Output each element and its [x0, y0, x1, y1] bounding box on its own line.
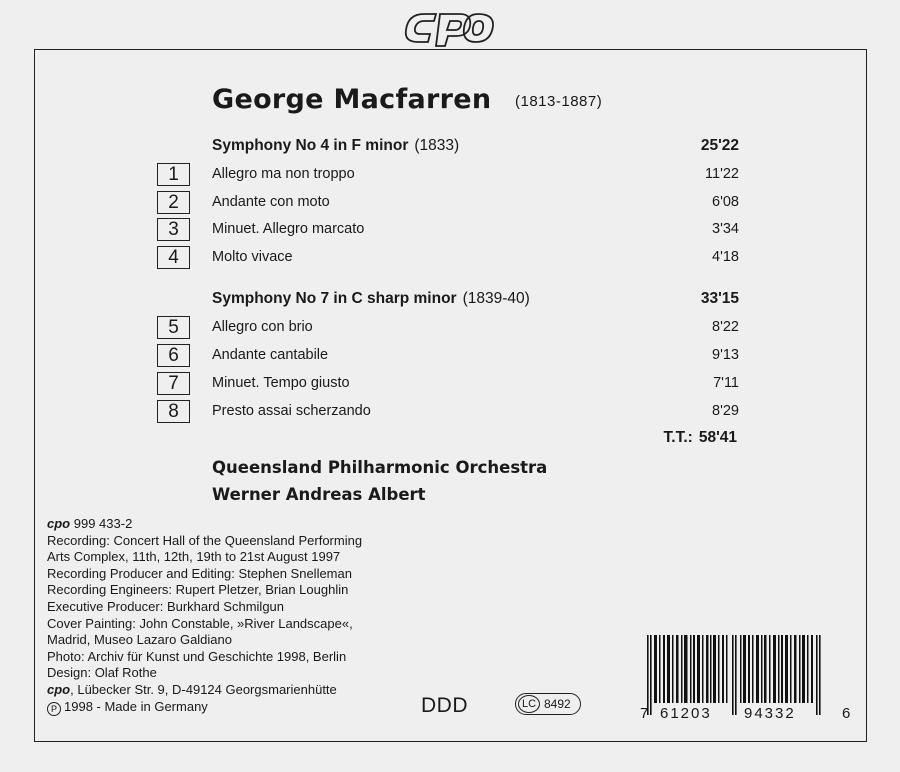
track-time: 6'08 [712, 194, 739, 210]
track-number: 8 [157, 400, 190, 423]
label-code-badge [515, 693, 581, 715]
composer-name: George Macfarren [212, 84, 492, 115]
track-number: 5 [157, 316, 190, 339]
track-name: Minuet. Tempo giusto [212, 375, 350, 391]
track-row [0, 191, 900, 215]
total-time-label: T.T.: [663, 429, 693, 446]
track-number: 7 [157, 372, 190, 395]
work-total-time: 25'22 [700, 137, 739, 154]
catalog-line [47, 516, 362, 533]
track-number: 6 [157, 344, 190, 367]
total-time-value: 58'41 [698, 429, 737, 446]
track-number: 2 [157, 191, 190, 214]
cpo-logo [402, 8, 498, 48]
track-name: Minuet. Allegro marcato [212, 221, 365, 237]
track-row [0, 316, 900, 340]
track-time: 3'34 [712, 221, 739, 237]
phonogram-icon: P [47, 702, 61, 716]
track-row [0, 163, 900, 187]
work-title [212, 137, 459, 155]
credits-block [47, 516, 362, 716]
label-code-number: 8492 [544, 697, 571, 711]
track-name: Presto assai scherzando [212, 403, 371, 419]
catalog-number: 999 433-2 [73, 516, 133, 531]
track-row [0, 400, 900, 424]
work-year: (1833) [414, 137, 460, 154]
credit-line: Recording: Concert Hall of the Queensland Performing [47, 532, 363, 548]
barcode-group-1: 61203 [660, 705, 712, 722]
track-time: 4'18 [712, 249, 739, 265]
track-name: Andante con moto [212, 194, 330, 210]
work-total-time: 33'15 [700, 290, 739, 307]
track-row [0, 344, 900, 368]
work-year: (1839-40) [462, 290, 530, 307]
track-time: 9'13 [712, 347, 739, 363]
credit-line: Cover Painting: John Constable, »River Landscape«, [47, 615, 353, 631]
credit-line: Arts Complex, 11th, 12th, 19th to 21st August 1997 [47, 549, 341, 565]
work-title [212, 290, 530, 308]
credit-line: Design: Olaf Rothe [47, 665, 157, 681]
track-number: 4 [157, 246, 190, 269]
track-name: Andante cantabile [212, 347, 329, 363]
copyright-line [47, 699, 362, 716]
address-brand: cpo [47, 681, 71, 697]
credit-line: Photo: Archiv für Kunst und Geschichte 1998, Berlin [47, 648, 347, 664]
track-row [0, 246, 900, 270]
label-code-prefix: LC [518, 695, 540, 713]
barcode-digit-first: 7 [640, 705, 649, 722]
total-time [664, 429, 737, 447]
track-name: Allegro con brio [212, 319, 313, 335]
track-time: 8'22 [712, 319, 739, 335]
catalog-brand: cpo [47, 516, 71, 531]
credit-line: Madrid, Museo Lazaro Galdiano [47, 632, 232, 648]
track-number: 1 [157, 163, 190, 186]
track-row [0, 372, 900, 396]
barcode-digit-last: 6 [842, 705, 851, 722]
credit-line: Recording Producer and Editing: Stephen Snelleman [47, 565, 352, 581]
composer-years: (1813-1887) [515, 93, 603, 110]
track-time: 7'11 [713, 375, 739, 391]
track-time: 8'29 [712, 403, 739, 419]
barcode-group-2: 94332 [744, 705, 796, 722]
track-time: 11'22 [705, 166, 739, 182]
track-name: Allegro ma non troppo [212, 166, 355, 182]
copyright-text: 1998 - Made in Germany [64, 698, 208, 714]
track-name: Molto vivace [212, 249, 293, 265]
address-line [47, 682, 362, 699]
address-text: , Lübecker Str. 9, D-49124 Georgsmarienhütte [70, 681, 337, 697]
credit-line: Recording Engineers: Rupert Pletzer, Brian Loughlin [47, 582, 349, 598]
track-row [0, 218, 900, 242]
credit-line: Executive Producer: Burkhard Schmilgun [47, 598, 285, 614]
track-number: 3 [157, 218, 190, 241]
work-title-text: Symphony No 4 in F minor [212, 137, 409, 154]
conductor-name: Werner Andreas Albert [212, 485, 426, 504]
orchestra-name: Queensland Philharmonic Orchestra [212, 458, 548, 477]
ddd-code: DDD [421, 694, 468, 717]
work-title-text: Symphony No 7 in C sharp minor [212, 290, 457, 307]
